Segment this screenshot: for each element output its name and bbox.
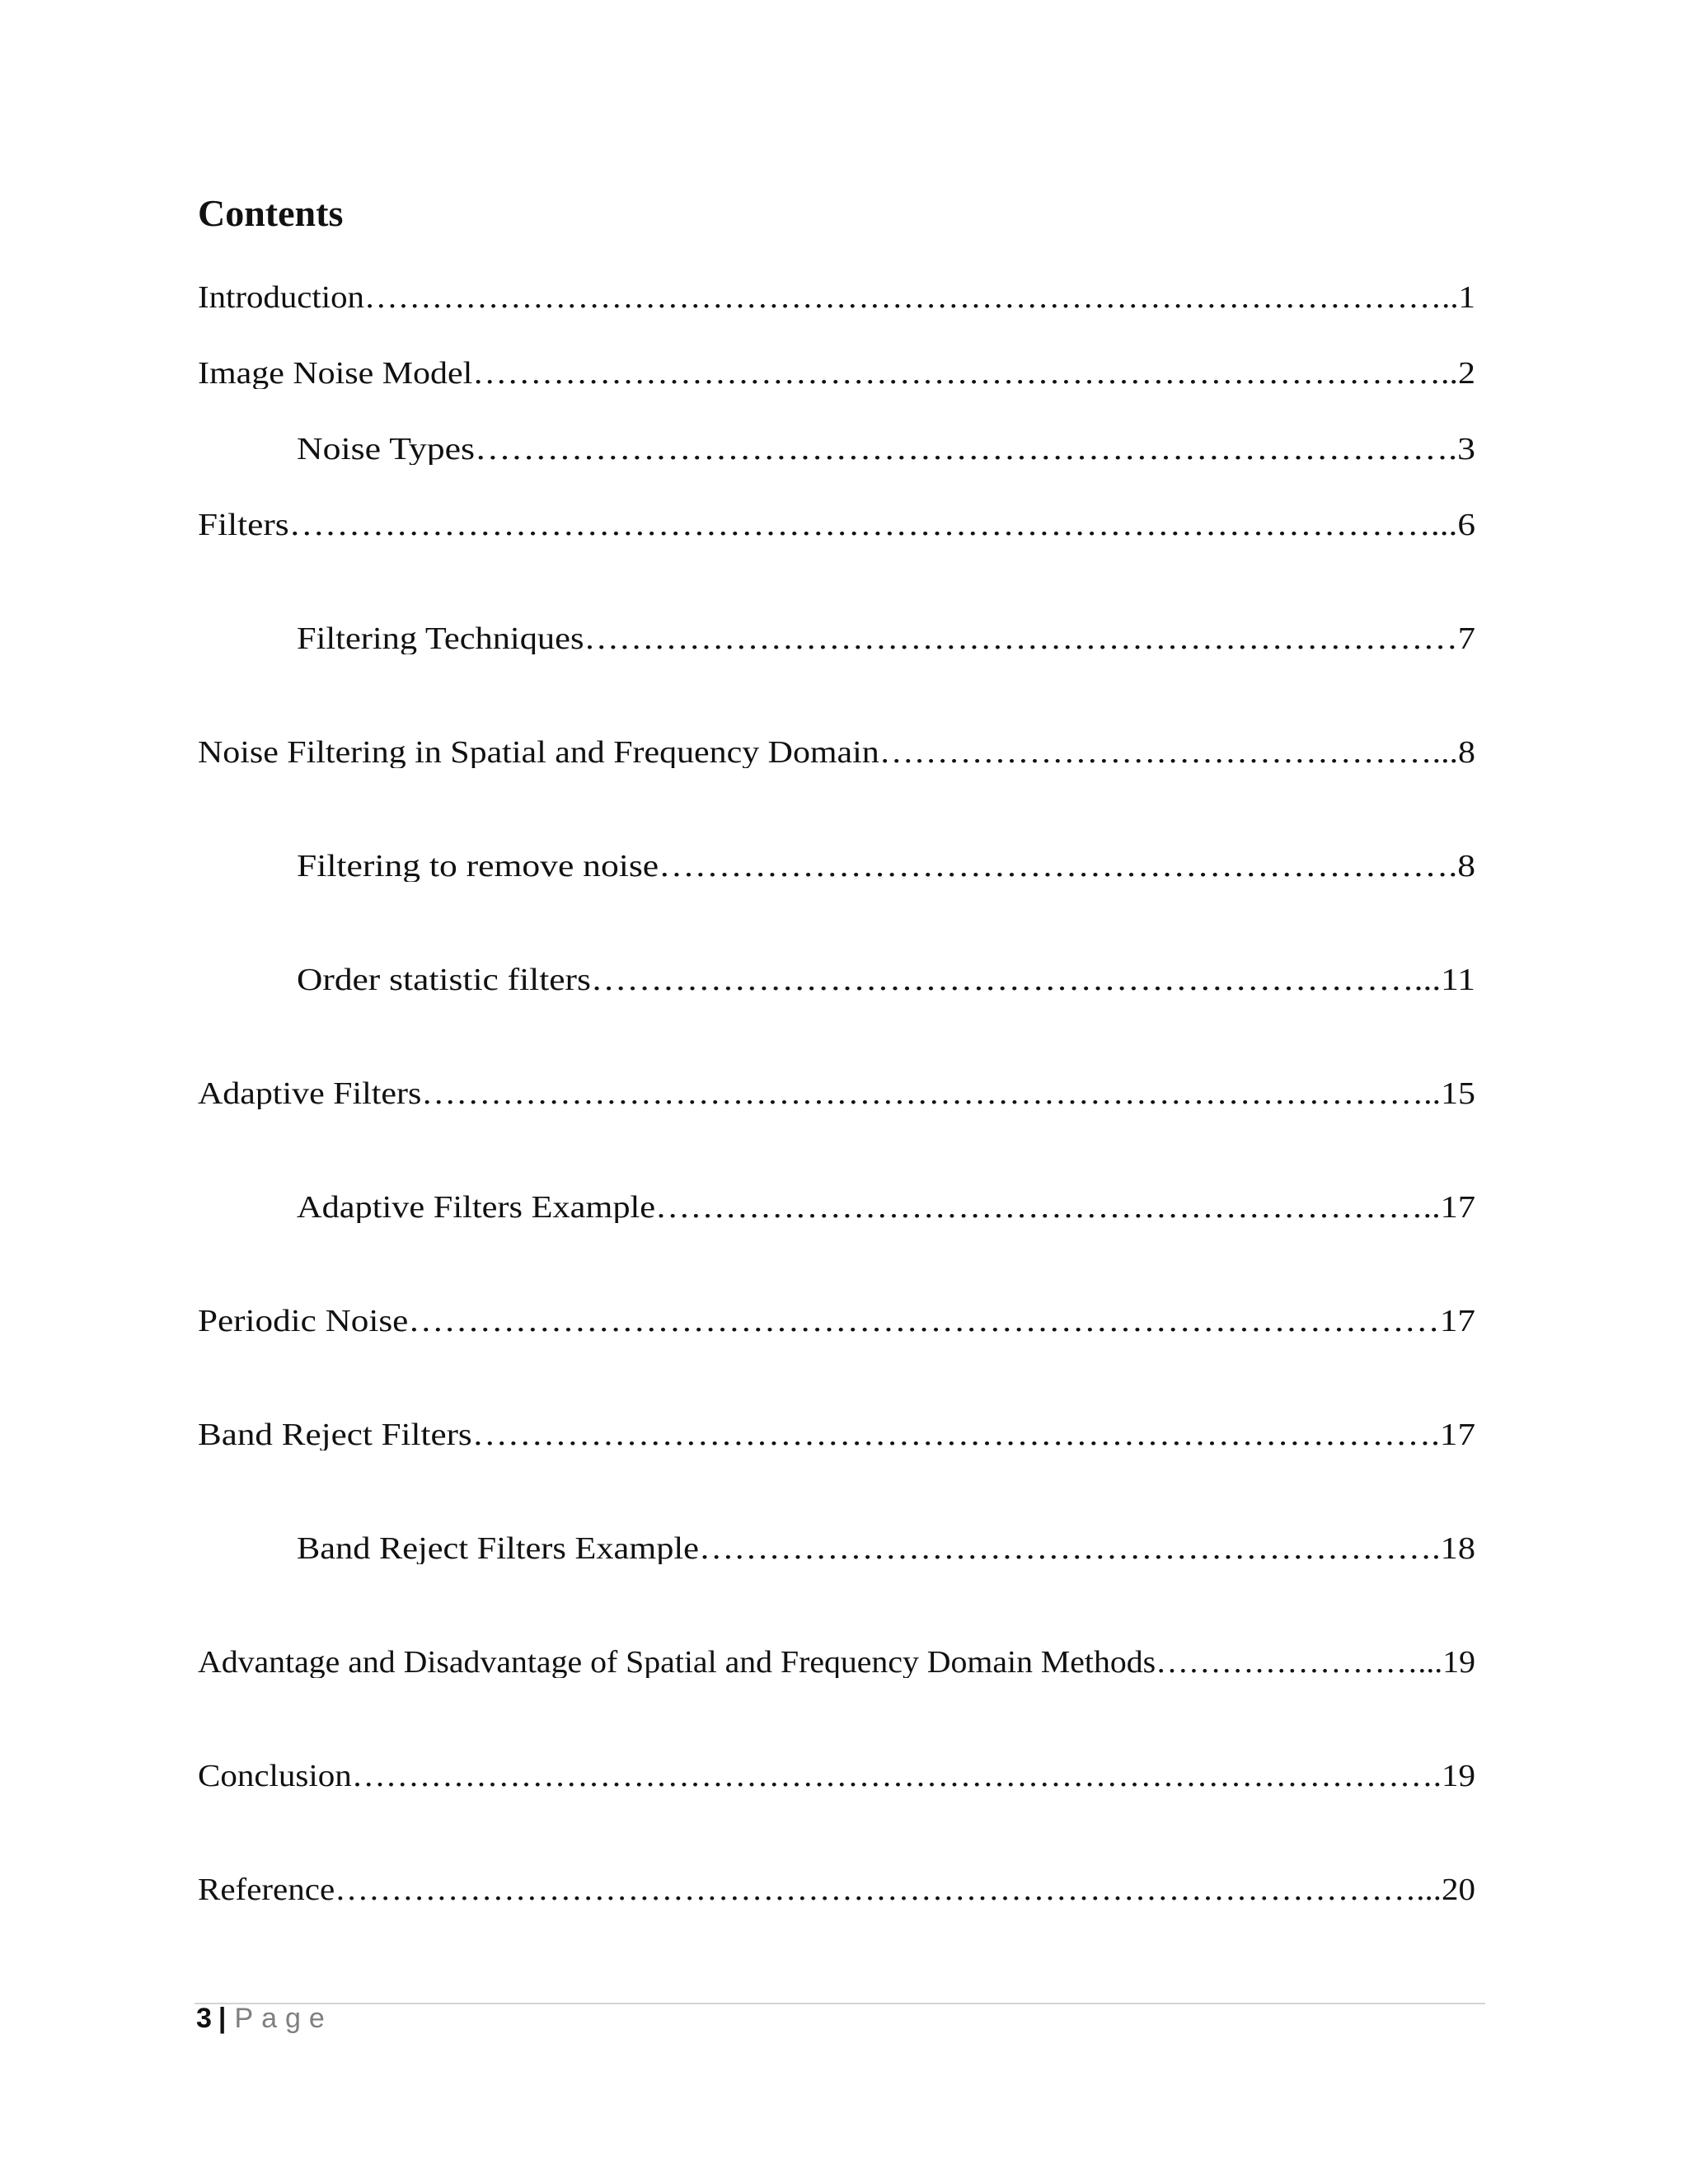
toc-entry-introduction[interactable] bbox=[198, 282, 1475, 313]
toc-entry-text: Band Reject Filters Example……………………………………………………….18 bbox=[297, 1533, 1475, 1564]
toc-entry-text: Reference……………………………………………………………………………………...20 bbox=[198, 1874, 1475, 1905]
toc-entry-adaptive-filters[interactable] bbox=[198, 1078, 1475, 1109]
toc-entry-filtering-to-remove-noise[interactable] bbox=[297, 851, 1475, 882]
toc-entry-adaptive-filters-example[interactable] bbox=[297, 1192, 1475, 1223]
page-separator: | bbox=[218, 2003, 227, 2034]
toc-entry-noise-filtering-spatial-frequency[interactable] bbox=[198, 737, 1475, 768]
toc-entry-text: Periodic Noise……………………………………………………………………………17 bbox=[198, 1305, 1475, 1337]
toc-entry-conclusion[interactable] bbox=[198, 1760, 1475, 1792]
toc-entry-reference[interactable] bbox=[198, 1874, 1475, 1905]
footer-divider bbox=[195, 2003, 1485, 2004]
toc-entry-order-statistic-filters[interactable] bbox=[297, 964, 1475, 996]
toc-entry-advantage-disadvantage[interactable] bbox=[198, 1647, 1475, 1678]
toc-entry-text: Filters……………………………………………………………………………………...6 bbox=[198, 509, 1475, 541]
toc-entry-text: Order statistic filters……………………………………………………………...11 bbox=[297, 964, 1475, 996]
toc-entry-text: Noise Filtering in Spatial and Frequency Domain…………………………………………...8 bbox=[198, 737, 1475, 768]
page-footer bbox=[196, 2004, 333, 2032]
toc-entry-text: Band Reject Filters……………………………………………………………………….17 bbox=[198, 1419, 1475, 1451]
toc-entry-band-reject-filters-example[interactable] bbox=[297, 1533, 1475, 1564]
page-number: 3 bbox=[196, 2003, 212, 2034]
toc-entry-filtering-techniques[interactable] bbox=[297, 623, 1475, 654]
toc-entry-text: Adaptive Filters Example…………………………………………………………..17 bbox=[297, 1192, 1475, 1223]
toc-entry-text: Filtering to remove noise………………………………………………………….8 bbox=[297, 851, 1475, 882]
toc-entry-text: Image Noise Model…………………………………………………………………………..2 bbox=[198, 358, 1475, 389]
toc-entry-text: Adaptive Filters……………………………………………………………………………..15 bbox=[198, 1078, 1475, 1109]
toc-entry-text: Filtering Techniques…………………………………………………………………7 bbox=[297, 623, 1475, 654]
toc-entry-image-noise-model[interactable] bbox=[198, 358, 1475, 389]
toc-entry-periodic-noise[interactable] bbox=[198, 1305, 1475, 1337]
toc-entry-text: Introduction……………………………………………………………………………………..1 bbox=[198, 282, 1475, 313]
page-title: Contents bbox=[198, 192, 344, 234]
toc-entry-text: Advantage and Disadvantage of Spatial and Frequency Domain Methods……………………...19 bbox=[198, 1647, 1475, 1678]
toc-entry-noise-types[interactable] bbox=[297, 434, 1475, 465]
toc-entry-filters[interactable] bbox=[198, 509, 1475, 541]
toc-entry-text: Noise Types……………………………………………………………………….3 bbox=[297, 434, 1475, 465]
toc-entry-band-reject-filters[interactable] bbox=[198, 1419, 1475, 1451]
page-label: Page bbox=[234, 2003, 333, 2034]
toc-entry-text: Conclusion…………………………………………………………………………………….19 bbox=[198, 1760, 1475, 1792]
